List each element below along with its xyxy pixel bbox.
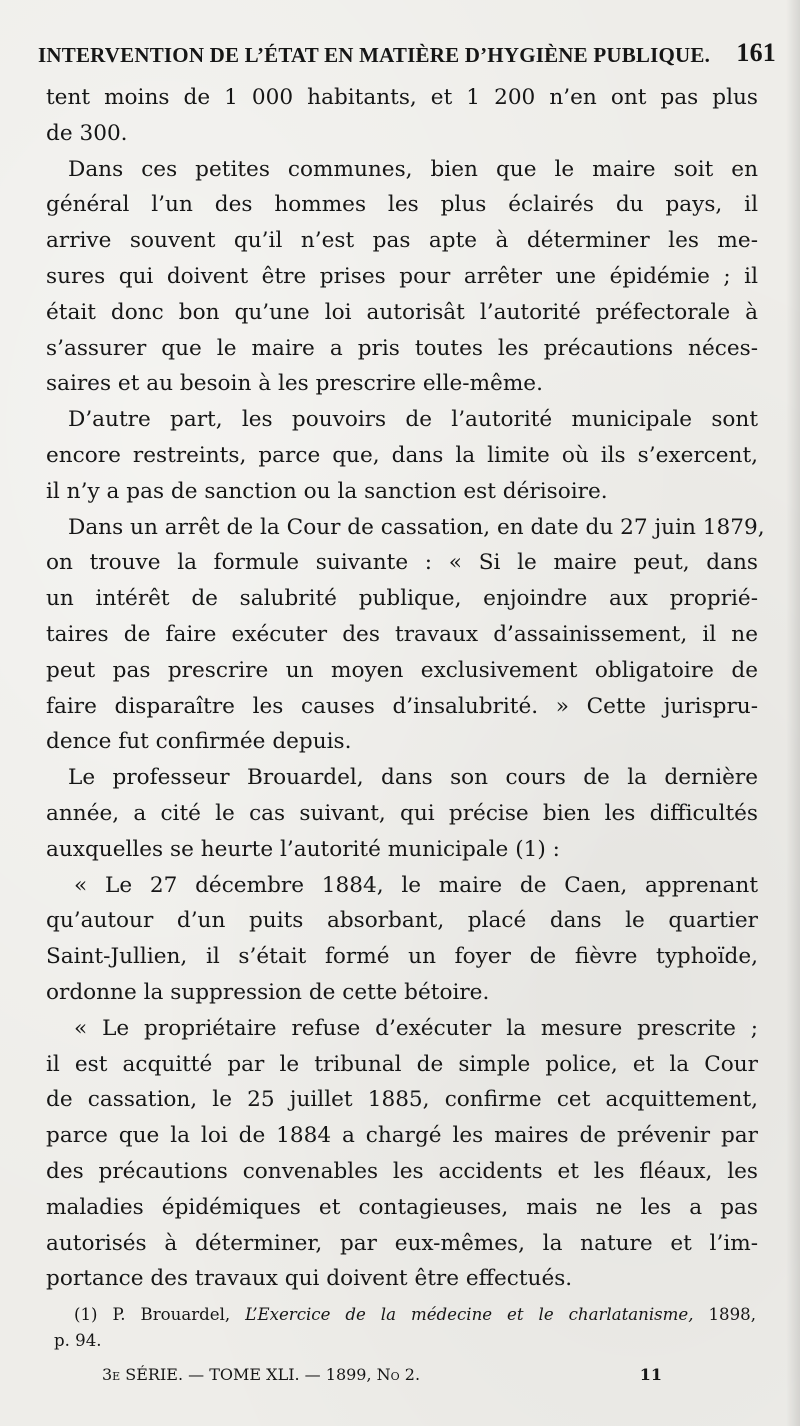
- text-line: de cassation, le 25 juillet 1885, confirme cet acquittement,: [46, 1087, 758, 1113]
- text-line: était donc bon qu’une loi autorisât l’autorité préfectorale à: [46, 299, 758, 325]
- text-line: parce que la loi de 1884 a chargé les maires de prévenir par: [46, 1123, 758, 1149]
- text-line: maladies épidémiques et contagieuses, mais ne les a pas: [46, 1194, 758, 1220]
- page-edge-shadow: [786, 0, 800, 1426]
- text-line: Dans un arrêt de la Cour de cassation, en date du 27 juin 1879,: [68, 514, 765, 540]
- text-line: « Le 27 décembre 1884, le maire de Caen, apprenant: [74, 872, 758, 898]
- text-line: année, a cité le cas suivant, qui précise bien les difficultés: [46, 800, 758, 826]
- text-line: un intérêt de salubrité publique, enjoindre aux proprié-: [46, 586, 758, 612]
- body-text: [46, 80, 765, 1297]
- text-line: s’assurer que le maire a pris toutes les précautions néces-: [46, 335, 758, 361]
- text-line: ordonne la suppression de cette bétoire.: [46, 979, 490, 1005]
- text-line: auxquelles se heurte l’autorité municipale (1) :: [46, 836, 560, 862]
- text-line: D’autre part, les pouvoirs de l’autorité municipale sont: [68, 407, 758, 433]
- footnote-line-2: p. 94.: [54, 1331, 102, 1350]
- text-line: dence fut confirmée depuis.: [46, 729, 352, 755]
- text-line: saires et au besoin à les prescrire elle-même.: [46, 371, 543, 397]
- footnote-marker: (1) P. Brouardel,: [74, 1305, 231, 1324]
- text-line: taires de faire exécuter des travaux d’assainissement, il ne: [46, 621, 758, 647]
- text-line: faire disparaître les causes d’insalubrité. » Cette jurispru-: [46, 693, 758, 719]
- text-line: de 300.: [46, 120, 128, 146]
- footnote-title: L’Exercice de la médecine et le charlatanisme,: [245, 1305, 694, 1324]
- text-line: Le professeur Brouardel, dans son cours de la dernière: [68, 765, 758, 791]
- text-line: il est acquitté par le tribunal de simple police, et la Cour: [46, 1051, 758, 1077]
- text-line: encore restreints, parce que, dans la limite où ils s’exercent,: [46, 442, 758, 468]
- page-number: 161: [736, 38, 776, 67]
- text-line: sures qui doivent être prises pour arrêter une épidémie ; il: [46, 263, 758, 289]
- text-line: qu’autour d’un puits absorbant, placé dans le quartier: [46, 908, 758, 934]
- text-line: portance des travaux qui doivent être effectués.: [46, 1266, 573, 1292]
- footnote: [54, 1302, 756, 1354]
- series-info: 3e SÉRIE. — TOME XLI. — 1899, No 2.: [102, 1365, 421, 1384]
- text-line: tent moins de 1 000 habitants, et 1 200 n’en ont pas plus: [46, 85, 758, 110]
- text-line: peut pas prescrire un moyen exclusivement obligatoire de: [46, 657, 758, 683]
- text-line: Saint-Jullien, il s’était formé un foyer de fièvre typhoïde,: [46, 944, 758, 970]
- text-line: des précautions convenables les accidents et les fléaux, les: [46, 1158, 758, 1184]
- footnote-year: 1898,: [708, 1305, 757, 1324]
- text-line: on trouve la formule suivante : « Si le maire peut, dans: [46, 550, 758, 576]
- text-line: arrive souvent qu’il n’est pas apte à déterminer les me-: [46, 228, 758, 254]
- sheet-signature: 11: [639, 1365, 662, 1384]
- running-title: INTERVENTION DE L’ÉTAT EN MATIÈRE D’HYGIÈNE PUBLIQUE.: [38, 43, 711, 67]
- page-header: [38, 36, 776, 76]
- text-line: Dans ces petites communes, bien que le maire soit en: [68, 156, 758, 182]
- text-line: « Le propriétaire refuse d’exécuter la mesure prescrite ;: [74, 1015, 758, 1041]
- footnote-line-1: [54, 1302, 756, 1328]
- text-line: autorisés à déterminer, par eux-mêmes, la nature et l’im-: [46, 1230, 758, 1256]
- text-line: il n’y a pas de sanction ou la sanction est dérisoire.: [46, 478, 608, 504]
- text-line: général l’un des hommes les plus éclairés du pays, il: [46, 192, 758, 218]
